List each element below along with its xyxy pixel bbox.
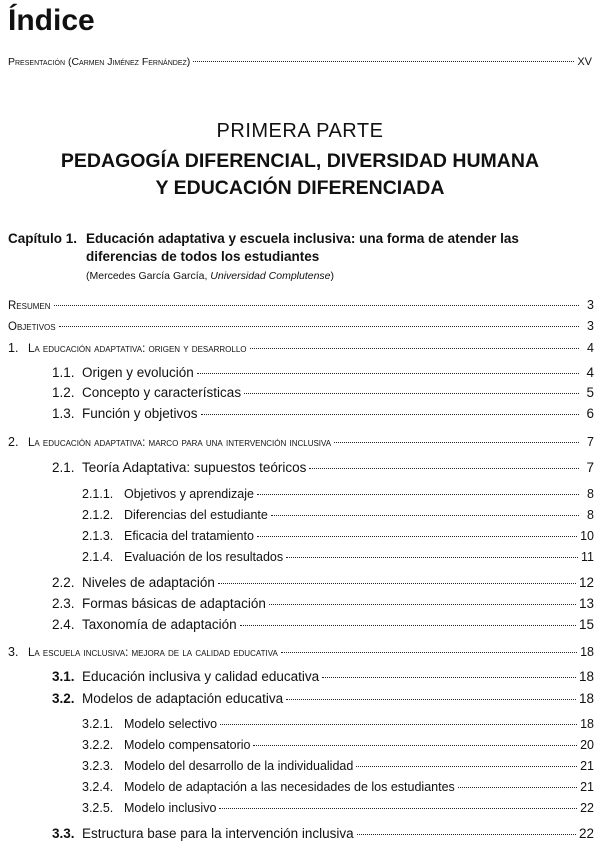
toc-entry-presentation[interactable]	[8, 54, 592, 70]
toc-entry-label: Taxonomía de adaptación	[82, 617, 237, 632]
toc-entry-label: La educación adaptativa: marco para una intervención inclusiva	[28, 437, 332, 449]
toc-entry[interactable]	[82, 716, 594, 732]
toc-entry-label: Modelo de adaptación a las necesidades de los estudiantes	[124, 780, 455, 794]
part-label: PRIMERA PARTE	[216, 120, 384, 142]
dot-leader	[286, 557, 578, 558]
toc-entry[interactable]	[52, 406, 594, 422]
dot-leader	[54, 305, 579, 306]
toc-entry-number: 2.1.2.	[82, 508, 114, 522]
toc-entry-page: 12	[578, 575, 594, 590]
toc-entry-page: 22	[578, 826, 594, 841]
dot-leader	[334, 442, 579, 443]
toc-entry-number: 1.1.	[52, 365, 75, 380]
toc-entry-label: Educación inclusiva y calidad educativa	[82, 669, 320, 684]
toc-entry-label: La educación adaptativa: origen y desarrollo	[28, 343, 247, 355]
toc-entry-page: 21	[580, 780, 594, 794]
dot-leader	[257, 536, 577, 537]
toc-entry[interactable]	[82, 779, 594, 795]
toc-entry-page: 5	[586, 385, 594, 400]
dot-leader	[356, 766, 577, 767]
toc-entry[interactable]	[82, 486, 594, 502]
toc-entry-label: Modelo compensatorio	[124, 738, 251, 752]
toc-entry-number: 2.2.	[52, 575, 75, 590]
toc-entry[interactable]	[82, 737, 594, 753]
chapter-author-close: )	[330, 270, 335, 282]
toc-entry[interactable]	[52, 460, 594, 476]
dot-leader	[59, 326, 579, 327]
toc-entry[interactable]	[82, 528, 594, 544]
toc-entry[interactable]	[52, 385, 594, 401]
toc-entry-page: 10	[580, 529, 594, 543]
dot-leader	[458, 787, 577, 788]
dot-leader	[357, 834, 576, 835]
toc-entry[interactable]	[52, 575, 594, 591]
toc-entry-label: Modelo del desarrollo de la individualidad	[124, 759, 354, 773]
toc-entry-number: 2.3.	[52, 596, 75, 611]
toc-entry[interactable]	[52, 596, 594, 612]
toc-entry-number: 3.2.4.	[82, 780, 114, 794]
chapter-author: (Mercedes García García,	[86, 270, 211, 282]
chapter-affiliation: Universidad Complutense	[210, 270, 331, 282]
toc-entry-page: 18	[578, 691, 594, 706]
dot-leader	[281, 652, 577, 653]
toc-entry-number: 1.3.	[52, 406, 75, 421]
toc-entry-page: 6	[586, 406, 594, 421]
toc-entry-page: 20	[580, 738, 594, 752]
toc-entry-label: Origen y evolución	[82, 365, 194, 380]
dot-leader	[271, 515, 579, 516]
toc-entry-page: 18	[578, 669, 594, 684]
toc-entry-label: Función y objetivos	[82, 406, 198, 421]
dot-leader	[244, 393, 579, 394]
dot-leader	[286, 699, 576, 700]
dot-leader	[240, 625, 576, 626]
toc-entry-number: 2.1.	[52, 460, 75, 475]
dot-leader	[257, 494, 579, 495]
toc-entry-number: 1.2.	[52, 385, 75, 400]
toc-entry[interactable]	[82, 800, 594, 816]
toc-entry-page: 13	[578, 596, 594, 611]
toc-entry[interactable]	[82, 507, 594, 523]
toc-entry-page: 7	[587, 435, 594, 449]
toc-entry[interactable]	[52, 617, 594, 633]
dot-leader	[253, 745, 577, 746]
toc-entry[interactable]	[8, 340, 594, 357]
toc-entry-page: 18	[580, 717, 594, 731]
toc-entry-number: 3.2.3.	[82, 759, 114, 773]
toc-entry-number: 2.1.4.	[82, 550, 114, 564]
toc-entry-label: Evaluación de los resultados	[124, 550, 284, 564]
toc-entry-page: 7	[586, 460, 594, 475]
toc-entry-label: Formas básicas de adaptación	[82, 596, 266, 611]
toc-entry-label: Modelos de adaptación educativa	[82, 691, 284, 706]
part-title-line-1: PEDAGOGÍA DIFERENCIAL, DIVERSIDAD HUMANA	[60, 150, 540, 172]
dot-leader	[250, 348, 580, 349]
toc-entry-label: La escuela inclusiva: mejora de la calidad educativa	[28, 647, 278, 659]
toc-entry-number: 2.1.1.	[82, 487, 114, 501]
dot-leader	[220, 724, 577, 725]
toc-entry-number: 1.	[8, 341, 19, 355]
dot-leader	[309, 468, 579, 469]
toc-entry-page: 21	[580, 759, 594, 773]
toc-entry[interactable]	[52, 691, 594, 707]
toc-entry-page: 8	[587, 487, 594, 501]
toc-entry[interactable]	[82, 758, 594, 774]
toc-entry[interactable]	[52, 826, 594, 842]
toc-entry-label: Eficacia del tratamiento	[124, 529, 254, 543]
chapter-number: Capítulo 1.	[8, 231, 78, 246]
toc-entry-page: 22	[580, 801, 594, 815]
toc-entry-page: 11	[581, 550, 594, 564]
toc-entry-number: 3.1.	[52, 669, 75, 684]
dot-leader	[269, 604, 576, 605]
toc-entry-page: 18	[580, 645, 594, 659]
toc-entry-number: 3.	[8, 645, 19, 659]
toc-entry-number: 2.4.	[52, 617, 75, 632]
toc-entry-number: 2.	[8, 435, 19, 449]
toc-entry-page: 8	[587, 508, 594, 522]
toc-entry[interactable]	[8, 434, 594, 451]
toc-entry[interactable]	[8, 318, 594, 335]
dot-leader	[193, 61, 574, 62]
page-title: Índice	[8, 4, 95, 37]
toc-entry-page: 3	[587, 319, 594, 333]
toc-entry-label: Estructura base para la intervención inclusiva	[82, 826, 354, 841]
toc-entry-label: Resumen	[8, 300, 51, 312]
toc-entry-label: Modelo selectivo	[124, 717, 218, 731]
toc-entry-page: 4	[586, 365, 594, 380]
dot-leader	[218, 583, 576, 584]
toc-entry[interactable]	[8, 644, 594, 661]
dot-leader	[201, 414, 579, 415]
toc-entry-label: Concepto y características	[82, 385, 242, 400]
toc-entry[interactable]	[82, 549, 594, 565]
toc-entry-number: 3.2.1.	[82, 717, 114, 731]
toc-entry-page: 4	[587, 341, 594, 355]
chapter-authors	[86, 270, 334, 282]
toc-entry-page: 15	[578, 617, 594, 632]
dot-leader	[322, 677, 576, 678]
toc-entry[interactable]	[8, 297, 594, 314]
toc-entry[interactable]	[52, 365, 594, 381]
toc-entry-label: Teoría Adaptativa: supuestos teóricos	[82, 460, 307, 475]
toc-entry-label: Objetivos	[8, 321, 56, 333]
toc-entry-number: 3.2.2.	[82, 738, 114, 752]
toc-entry-label: Modelo inclusivo	[124, 801, 217, 815]
toc-entry[interactable]	[52, 669, 594, 685]
part-title-line-2: Y EDUCACIÓN DIFERENCIADA	[155, 177, 445, 199]
toc-entry-page: XV	[577, 56, 592, 68]
toc-entry-number: 3.2.	[52, 691, 75, 706]
toc-entry-label: Niveles de adaptación	[82, 575, 215, 590]
toc-entry-label: Objetivos y aprendizaje	[124, 487, 254, 501]
toc-entry-number: 2.1.3.	[82, 529, 114, 543]
toc-entry-page: 3	[587, 298, 594, 312]
toc-entry-label: Diferencias del estudiante	[124, 508, 268, 522]
toc-entry-number: 3.2.5.	[82, 801, 114, 815]
dot-leader	[197, 373, 579, 374]
toc-entry-number: 3.3.	[52, 826, 75, 841]
dot-leader	[219, 808, 577, 809]
toc-entry-label: Presentación (Carmen Jiménez Fernández)	[8, 56, 191, 68]
chapter-title: Educación adaptativa y escuela inclusiva: una forma de atender las diferencias de todos los estudiantes	[86, 231, 519, 264]
